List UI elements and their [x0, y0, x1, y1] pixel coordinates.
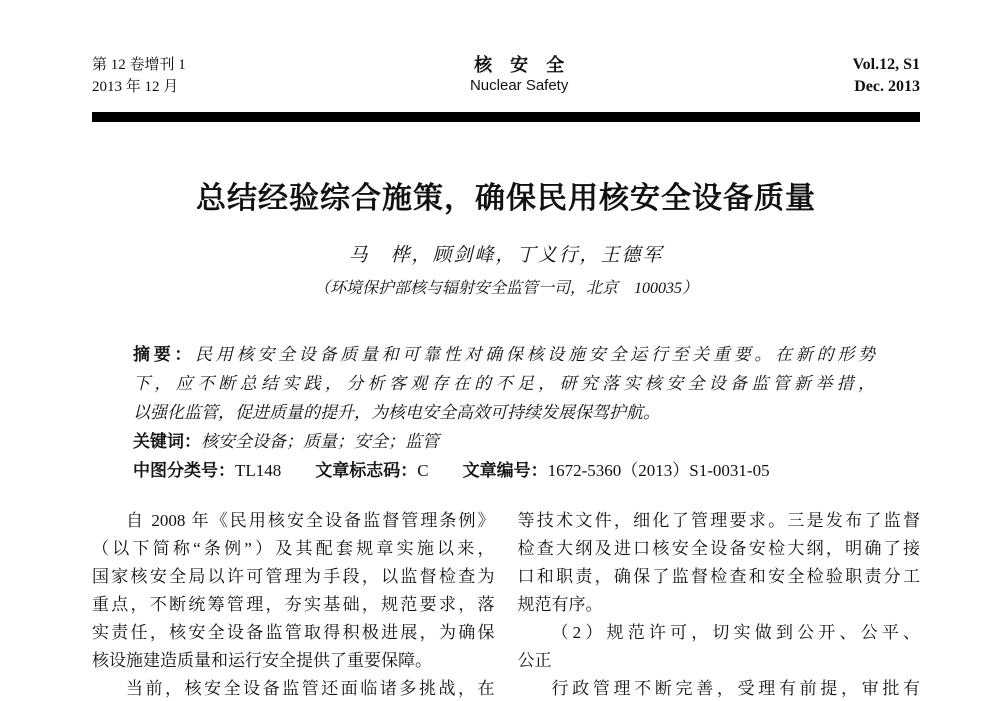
- abstract-block: [133, 340, 875, 485]
- body-line: 公正: [517, 651, 552, 670]
- body-line: 自 2008 年《民用核安全设备监督管理条例》: [126, 511, 495, 530]
- clc-label: 中图分类号：: [133, 461, 235, 480]
- body-columns: [92, 507, 920, 701]
- journal-title-cn: 核 安 全: [474, 55, 565, 75]
- body-line: 等技术文件，细化了管理要求。三是发布了监督: [517, 511, 920, 530]
- keywords-label: 关键词：: [133, 432, 201, 451]
- journal-title-en: Nuclear Safety: [469, 77, 569, 94]
- body-line: 重点，不断统筹管理，夯实基础，规范要求，落: [92, 595, 495, 614]
- abstract-label: 摘要：: [133, 345, 196, 364]
- authors-line: 马 桦，顾剑峰，丁义行，王德军: [348, 245, 664, 266]
- header-center: [470, 54, 568, 96]
- abstract-line: 以强化监管，促进质量的提升，为核电安全高效可持续发展保驾护航。: [133, 403, 660, 422]
- doc-code-label: 文章标志码：: [315, 461, 418, 480]
- volume-issue-cn: 第 12 卷增刊 1: [92, 57, 186, 73]
- body-line: （以下简称“条例”）及其配套规章实施以来，: [92, 539, 495, 558]
- abstract-line: [133, 340, 875, 369]
- classification-line: [133, 456, 875, 485]
- abstract-line: 下，应不断总结实践，分析客观存在的不足，研究落实核安全设备监管新举措，: [133, 374, 875, 393]
- body-line: 实责任，核安全设备监管取得积极进展，为确保: [92, 623, 495, 642]
- body-line: 核设施建造质量和运行安全提供了重要保障。: [92, 651, 432, 670]
- abstract-text: 民用核安全设备质量和可靠性对确保核设施安全运行至关重要。在新的形势: [195, 345, 876, 364]
- header-divider: [92, 112, 920, 122]
- affiliation-line: （环境保护部核与辐射安全监管一司，北京 100035）: [313, 280, 698, 297]
- article-title: 总结经验综合施策，确保民用核安全设备质量: [196, 182, 816, 215]
- issue-date-cn: 2013 年 12 月: [92, 79, 179, 95]
- doc-code-value: C: [417, 461, 429, 480]
- body-line: 检查大纲及进口核安全设备安检大纲，明确了接: [517, 539, 920, 558]
- header-right: [853, 54, 920, 98]
- article-id-value: 1672-5360（2013）S1-0031-05: [547, 461, 770, 480]
- volume-issue-en: Vol.12, S1: [852, 56, 920, 73]
- body-line: 行政管理不断完善，受理有前提，审批有: [551, 679, 920, 698]
- body-line: （2）规范许可，切实做到公开、公平、: [551, 623, 920, 642]
- clc-value: TL148: [235, 461, 282, 480]
- article-id-label: 文章编号：: [462, 461, 548, 480]
- body-line: 国家核安全局以许可管理为手段，以监督检查为: [92, 567, 495, 586]
- journal-header: [92, 54, 920, 98]
- body-line: 当前，核安全设备监管还面临诸多挑战，在: [126, 679, 495, 698]
- keywords-value: 核安全设备；质量；安全；监管: [201, 432, 439, 451]
- body-line: 口和职责，确保了监督检查和安全检验职责分工: [517, 567, 920, 586]
- left-column: [92, 507, 495, 701]
- keywords-line: [133, 427, 875, 456]
- issue-date-en: Dec. 2013: [854, 78, 920, 95]
- header-left: [92, 54, 186, 98]
- right-column: [518, 507, 921, 701]
- body-line: 规范有序。: [517, 595, 603, 614]
